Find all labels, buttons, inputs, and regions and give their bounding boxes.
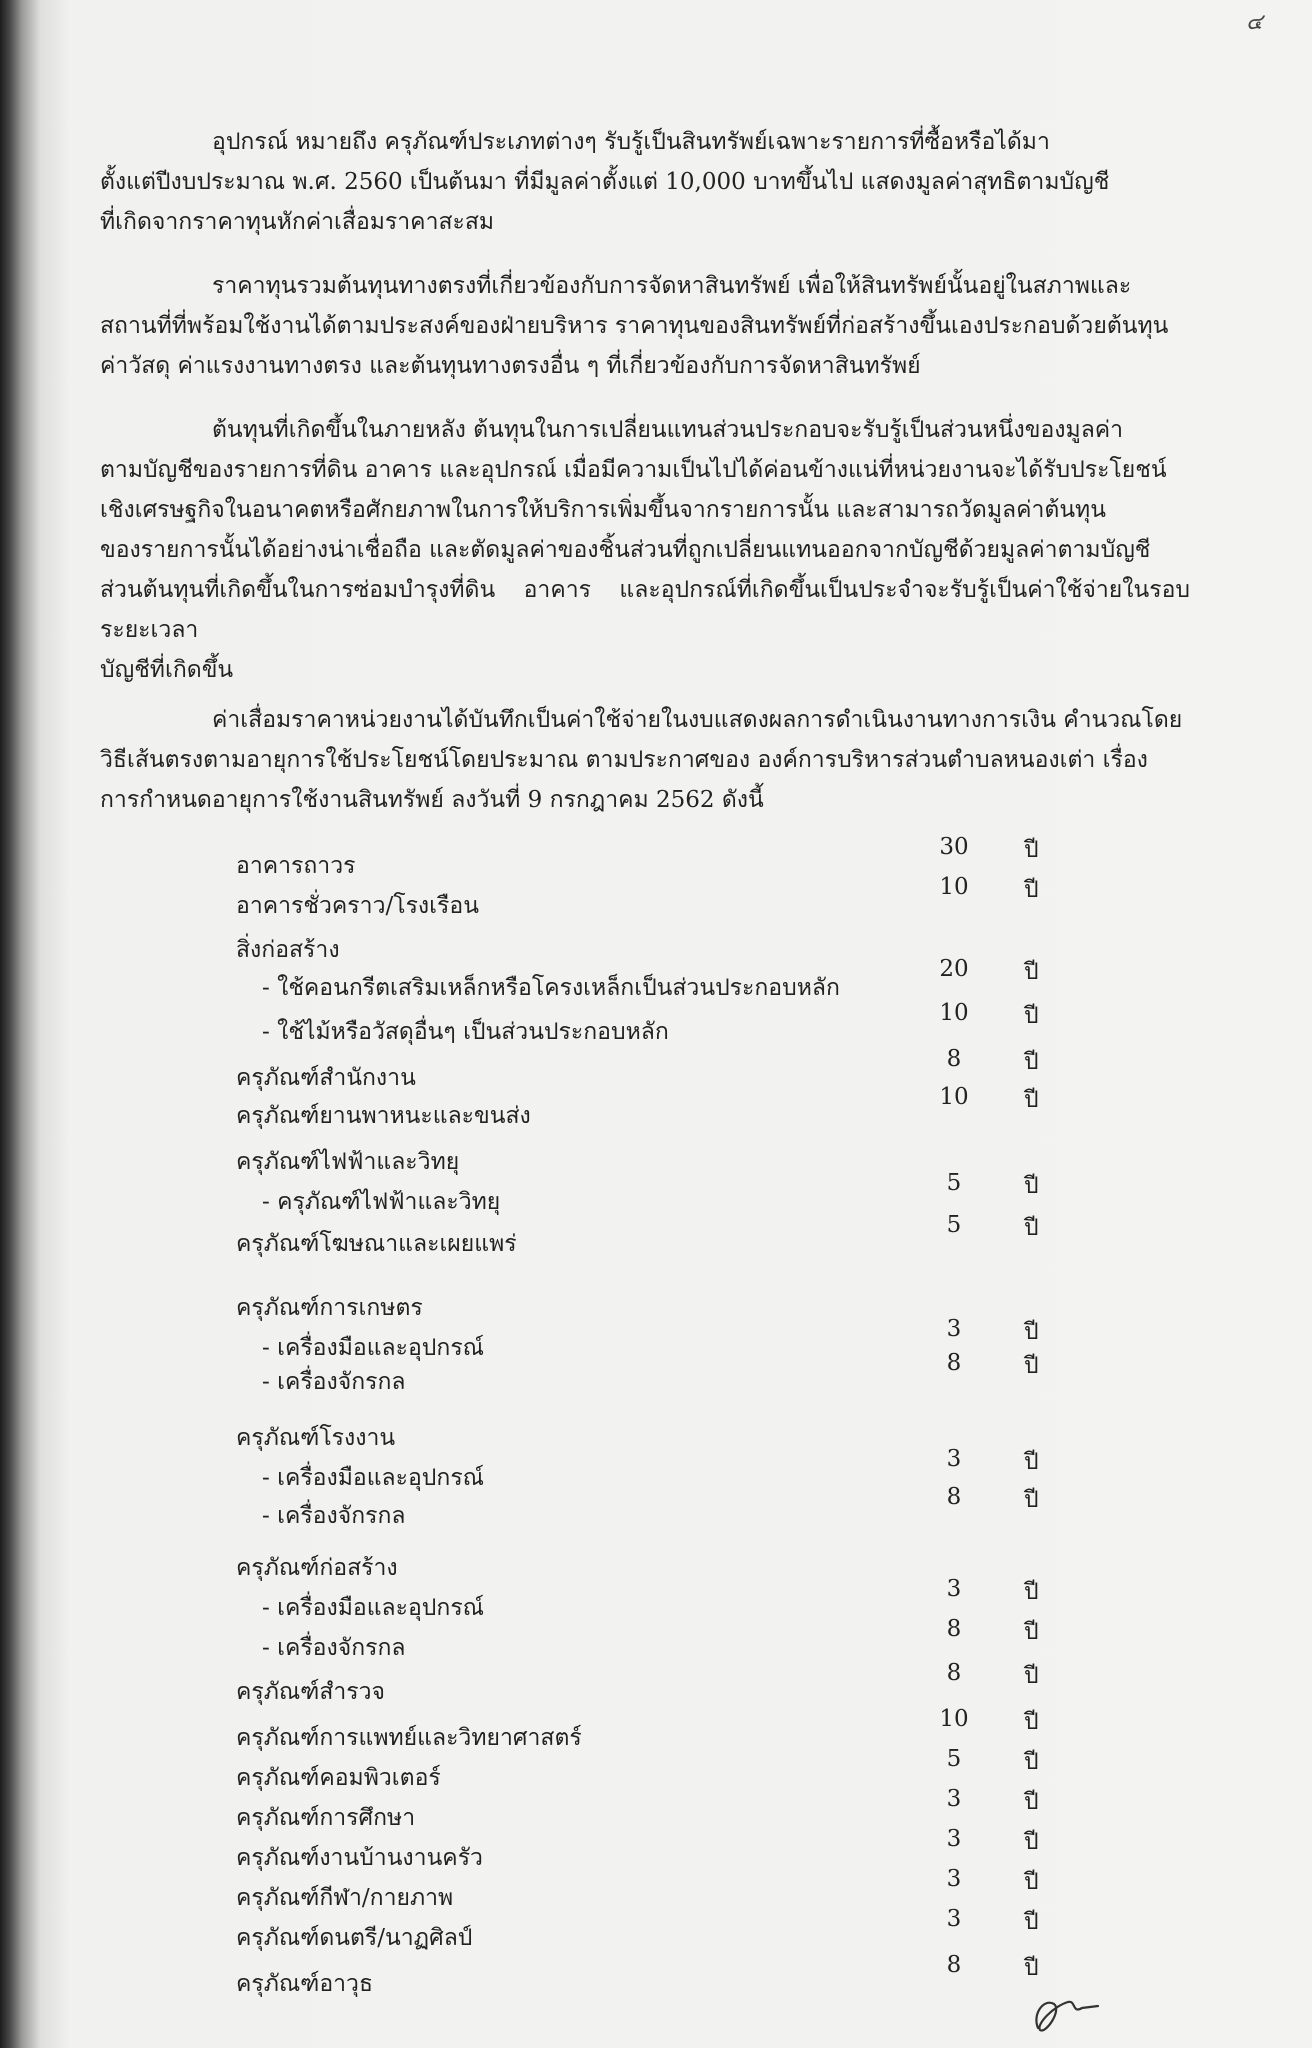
depreciation-item-years: 8: [946, 1616, 962, 1642]
text-line: ค่าเสื่อมราคาหน่วยงานได้บันทึกเป็นค่าใช้จ่ายในงบแสดงผลการดำเนินงานทางการเงิน คำนวณโดย: [212, 707, 1183, 733]
text-line: เชิงเศรษฐกิจในอนาคตหรือศักยภาพในการให้บริการเพิ่มขึ้นจากรายการนั้น และสามารถวัดมูลค่าต้นทุน: [100, 497, 1106, 523]
depreciation-item-unit: ปี: [1024, 1829, 1039, 1855]
depreciation-item-years: 5: [946, 1170, 962, 1196]
depreciation-item-years: 8: [946, 1484, 962, 1510]
depreciation-item-unit: ปี: [1024, 1173, 1039, 1199]
depreciation-item-label: อาคารถาวร: [236, 853, 356, 879]
depreciation-item-years: 8: [946, 1660, 962, 1686]
signature-mark: [1024, 1984, 1104, 2038]
depreciation-item-years: 3: [946, 1786, 962, 1812]
text-line: อุปกรณ์ หมายถึง ครุภัณฑ์ประเภทต่างๆ รับรู้เป็นสินทรัพย์เฉพาะรายการที่ซื้อหรือได้มา: [212, 129, 1050, 155]
depreciation-item-unit: ปี: [1024, 1449, 1039, 1475]
paragraph-subsequent-costs: [100, 410, 1190, 690]
depreciation-item-label: สิ่งก่อสร้าง: [236, 937, 340, 963]
depreciation-item-unit: ปี: [1024, 1869, 1039, 1895]
depreciation-item-years: 5: [946, 1212, 962, 1238]
depreciation-item-unit: ปี: [1024, 1749, 1039, 1775]
depreciation-item-unit: ปี: [1024, 959, 1039, 985]
depreciation-item-years: 3: [946, 1316, 962, 1342]
depreciation-item-label: ครุภัณฑ์ดนตรี/นาฏศิลป์: [236, 1925, 473, 1951]
depreciation-item-years: 3: [946, 1576, 962, 1602]
depreciation-item-label: ครุภัณฑ์โรงงาน: [236, 1425, 396, 1451]
depreciation-item-years: 8: [946, 1350, 962, 1376]
depreciation-item-label: ครุภัณฑ์สำนักงาน: [236, 1065, 416, 1091]
depreciation-item-label: ครุภัณฑ์อาวุธ: [236, 1971, 374, 1997]
paragraph-cost-basis: [100, 266, 1190, 386]
depreciation-item-label: - เครื่องจักรกล: [262, 1369, 406, 1395]
depreciation-item-years: 10: [939, 1706, 969, 1732]
depreciation-item-years: 30: [939, 834, 969, 860]
depreciation-item-unit: ปี: [1024, 877, 1039, 903]
depreciation-item-unit: ปี: [1024, 1789, 1039, 1815]
depreciation-item-unit: ปี: [1024, 1579, 1039, 1605]
text-line: การกำหนดอายุการใช้งานสินทรัพย์ ลงวันที่ 9 กรกฎาคม 2562 ดังนี้: [100, 787, 764, 813]
depreciation-item-years: 3: [946, 1446, 962, 1472]
depreciation-item-label: ครุภัณฑ์ไฟฟ้าและวิทยุ: [236, 1149, 460, 1175]
depreciation-item-label: - เครื่องมือและอุปกรณ์: [262, 1335, 485, 1361]
depreciation-item-unit: ปี: [1024, 1049, 1039, 1075]
depreciation-item-label: - ใช้ไม้หรือวัสดุอื่นๆ เป็นส่วนประกอบหลัก: [262, 1019, 669, 1045]
paragraph-depreciation-method: [100, 700, 1190, 820]
depreciation-item-unit: ปี: [1024, 1087, 1039, 1113]
text-line: บัญชีที่เกิดขึ้น: [100, 657, 234, 683]
depreciation-item-unit: ปี: [1024, 1909, 1039, 1935]
depreciation-item-years: 3: [946, 1826, 962, 1852]
text-line: ราคาทุนรวมต้นทุนทางตรงที่เกี่ยวข้องกับการจัดหาสินทรัพย์ เพื่อให้สินทรัพย์นั้นอยู่ในสภาพและ: [212, 273, 1132, 299]
depreciation-item-label: - ใช้คอนกรีตเสริมเหล็กหรือโครงเหล็กเป็นส่วนประกอบหลัก: [262, 975, 840, 1001]
depreciation-item-label: ครุภัณฑ์ยานพาหนะและขนส่ง: [236, 1103, 531, 1129]
depreciation-item-unit: ปี: [1024, 1955, 1039, 1981]
depreciation-item-unit: ปี: [1024, 1663, 1039, 1689]
depreciation-item-label: - เครื่องมือและอุปกรณ์: [262, 1595, 485, 1621]
depreciation-item-unit: ปี: [1024, 837, 1039, 863]
depreciation-item-label: ครุภัณฑ์กีฬา/กายภาพ: [236, 1885, 454, 1911]
depreciation-item-label: ครุภัณฑ์การศึกษา: [236, 1805, 416, 1831]
depreciation-item-years: 10: [939, 1000, 969, 1026]
depreciation-item-unit: ปี: [1024, 1003, 1039, 1029]
depreciation-item-years: 8: [946, 1952, 962, 1978]
depreciation-item-years: 10: [939, 874, 969, 900]
depreciation-item-years: 8: [946, 1046, 962, 1072]
depreciation-item-label: อาคารชั่วคราว/โรงเรือน: [236, 893, 479, 919]
depreciation-item-label: - เครื่องมือและอุปกรณ์: [262, 1465, 485, 1491]
text-line: สถานที่ที่พร้อมใช้งานได้ตามประสงค์ของฝ่ายบริหาร ราคาทุนของสินทรัพย์ที่ก่อสร้างขึ้นเองประกอบด้วยต้นทุน: [100, 313, 1169, 339]
text-line: ของรายการนั้นได้อย่างน่าเชื่อถือ และตัดมูลค่าของชิ้นส่วนที่ถูกเปลี่ยนแทนออกจากบัญชีด้วยมูลค่าตามบัญชี: [100, 537, 1151, 563]
text-line: ส่วนต้นทุนที่เกิดขึ้นในการซ่อมบำรุงที่ดิน อาคาร และอุปกรณ์ที่เกิดขึ้นเป็นประจำจะรับรู้เป็นค่าใช้จ่ายในรอบระยะเวลา: [100, 577, 1190, 643]
depreciation-item-label: ครุภัณฑ์การแพทย์และวิทยาศาสตร์: [236, 1725, 582, 1751]
depreciation-item-unit: ปี: [1024, 1487, 1039, 1513]
depreciation-item-label: ครุภัณฑ์ก่อสร้าง: [236, 1555, 398, 1581]
depreciation-item-label: - ครุภัณฑ์ไฟฟ้าและวิทยุ: [262, 1189, 501, 1215]
depreciation-item-label: - เครื่องจักรกล: [262, 1503, 406, 1529]
depreciation-item-unit: ปี: [1024, 1619, 1039, 1645]
text-line: ตามบัญชีของรายการที่ดิน อาคาร และอุปกรณ์ เมื่อมีความเป็นไปได้ค่อนข้างแน่ที่หน่วยงานจะได้รับประโยชน์: [100, 457, 1167, 483]
depreciation-item-label: ครุภัณฑ์งานบ้านงานครัว: [236, 1845, 483, 1871]
text-line: ต้นทุนที่เกิดขึ้นในภายหลัง ต้นทุนในการเปลี่ยนแทนส่วนประกอบจะรับรู้เป็นส่วนหนึ่งของมูลค่า: [212, 417, 1124, 443]
text-line: วิธีเส้นตรงตามอายุการใช้ประโยชน์โดยประมาณ ตามประกาศของ องค์การบริหารส่วนตำบลหนองเต่า เรื่อง: [100, 747, 1148, 773]
depreciation-item-label: ครุภัณฑ์การเกษตร: [236, 1295, 423, 1321]
depreciation-item-years: 5: [946, 1746, 962, 1772]
depreciation-item-unit: ปี: [1024, 1709, 1039, 1735]
depreciation-item-years: 3: [946, 1906, 962, 1932]
depreciation-item-years: 10: [939, 1084, 969, 1110]
depreciation-item-label: ครุภัณฑ์คอมพิวเตอร์: [236, 1765, 441, 1791]
depreciation-item-label: - เครื่องจักรกล: [262, 1635, 406, 1661]
text-line: ตั้งแต่ปีงบประมาณ พ.ศ. 2560 เป็นต้นมา ที่มีมูลค่าตั้งแต่ 10,000 บาทขึ้นไป แสดงมูลค่าสุทธิตามบัญชี: [100, 169, 1110, 195]
depreciation-item-unit: ปี: [1024, 1319, 1039, 1345]
depreciation-item-label: ครุภัณฑ์โฆษณาและเผยแพร่: [236, 1231, 517, 1257]
depreciation-item-years: 3: [946, 1866, 962, 1892]
page-number: ๔: [1246, 10, 1263, 35]
text-line: ค่าวัสดุ ค่าแรงงานทางตรง และต้นทุนทางตรงอื่น ๆ ที่เกี่ยวข้องกับการจัดหาสินทรัพย์: [100, 353, 921, 379]
depreciation-item-years: 20: [939, 956, 969, 982]
depreciation-item-label: ครุภัณฑ์สำรวจ: [236, 1679, 386, 1705]
depreciation-item-unit: ปี: [1024, 1353, 1039, 1379]
depreciation-item-unit: ปี: [1024, 1215, 1039, 1241]
text-line: ที่เกิดจากราคาทุนหักค่าเสื่อมราคาสะสม: [100, 209, 495, 235]
paragraph-equipment-definition: [100, 122, 1190, 242]
